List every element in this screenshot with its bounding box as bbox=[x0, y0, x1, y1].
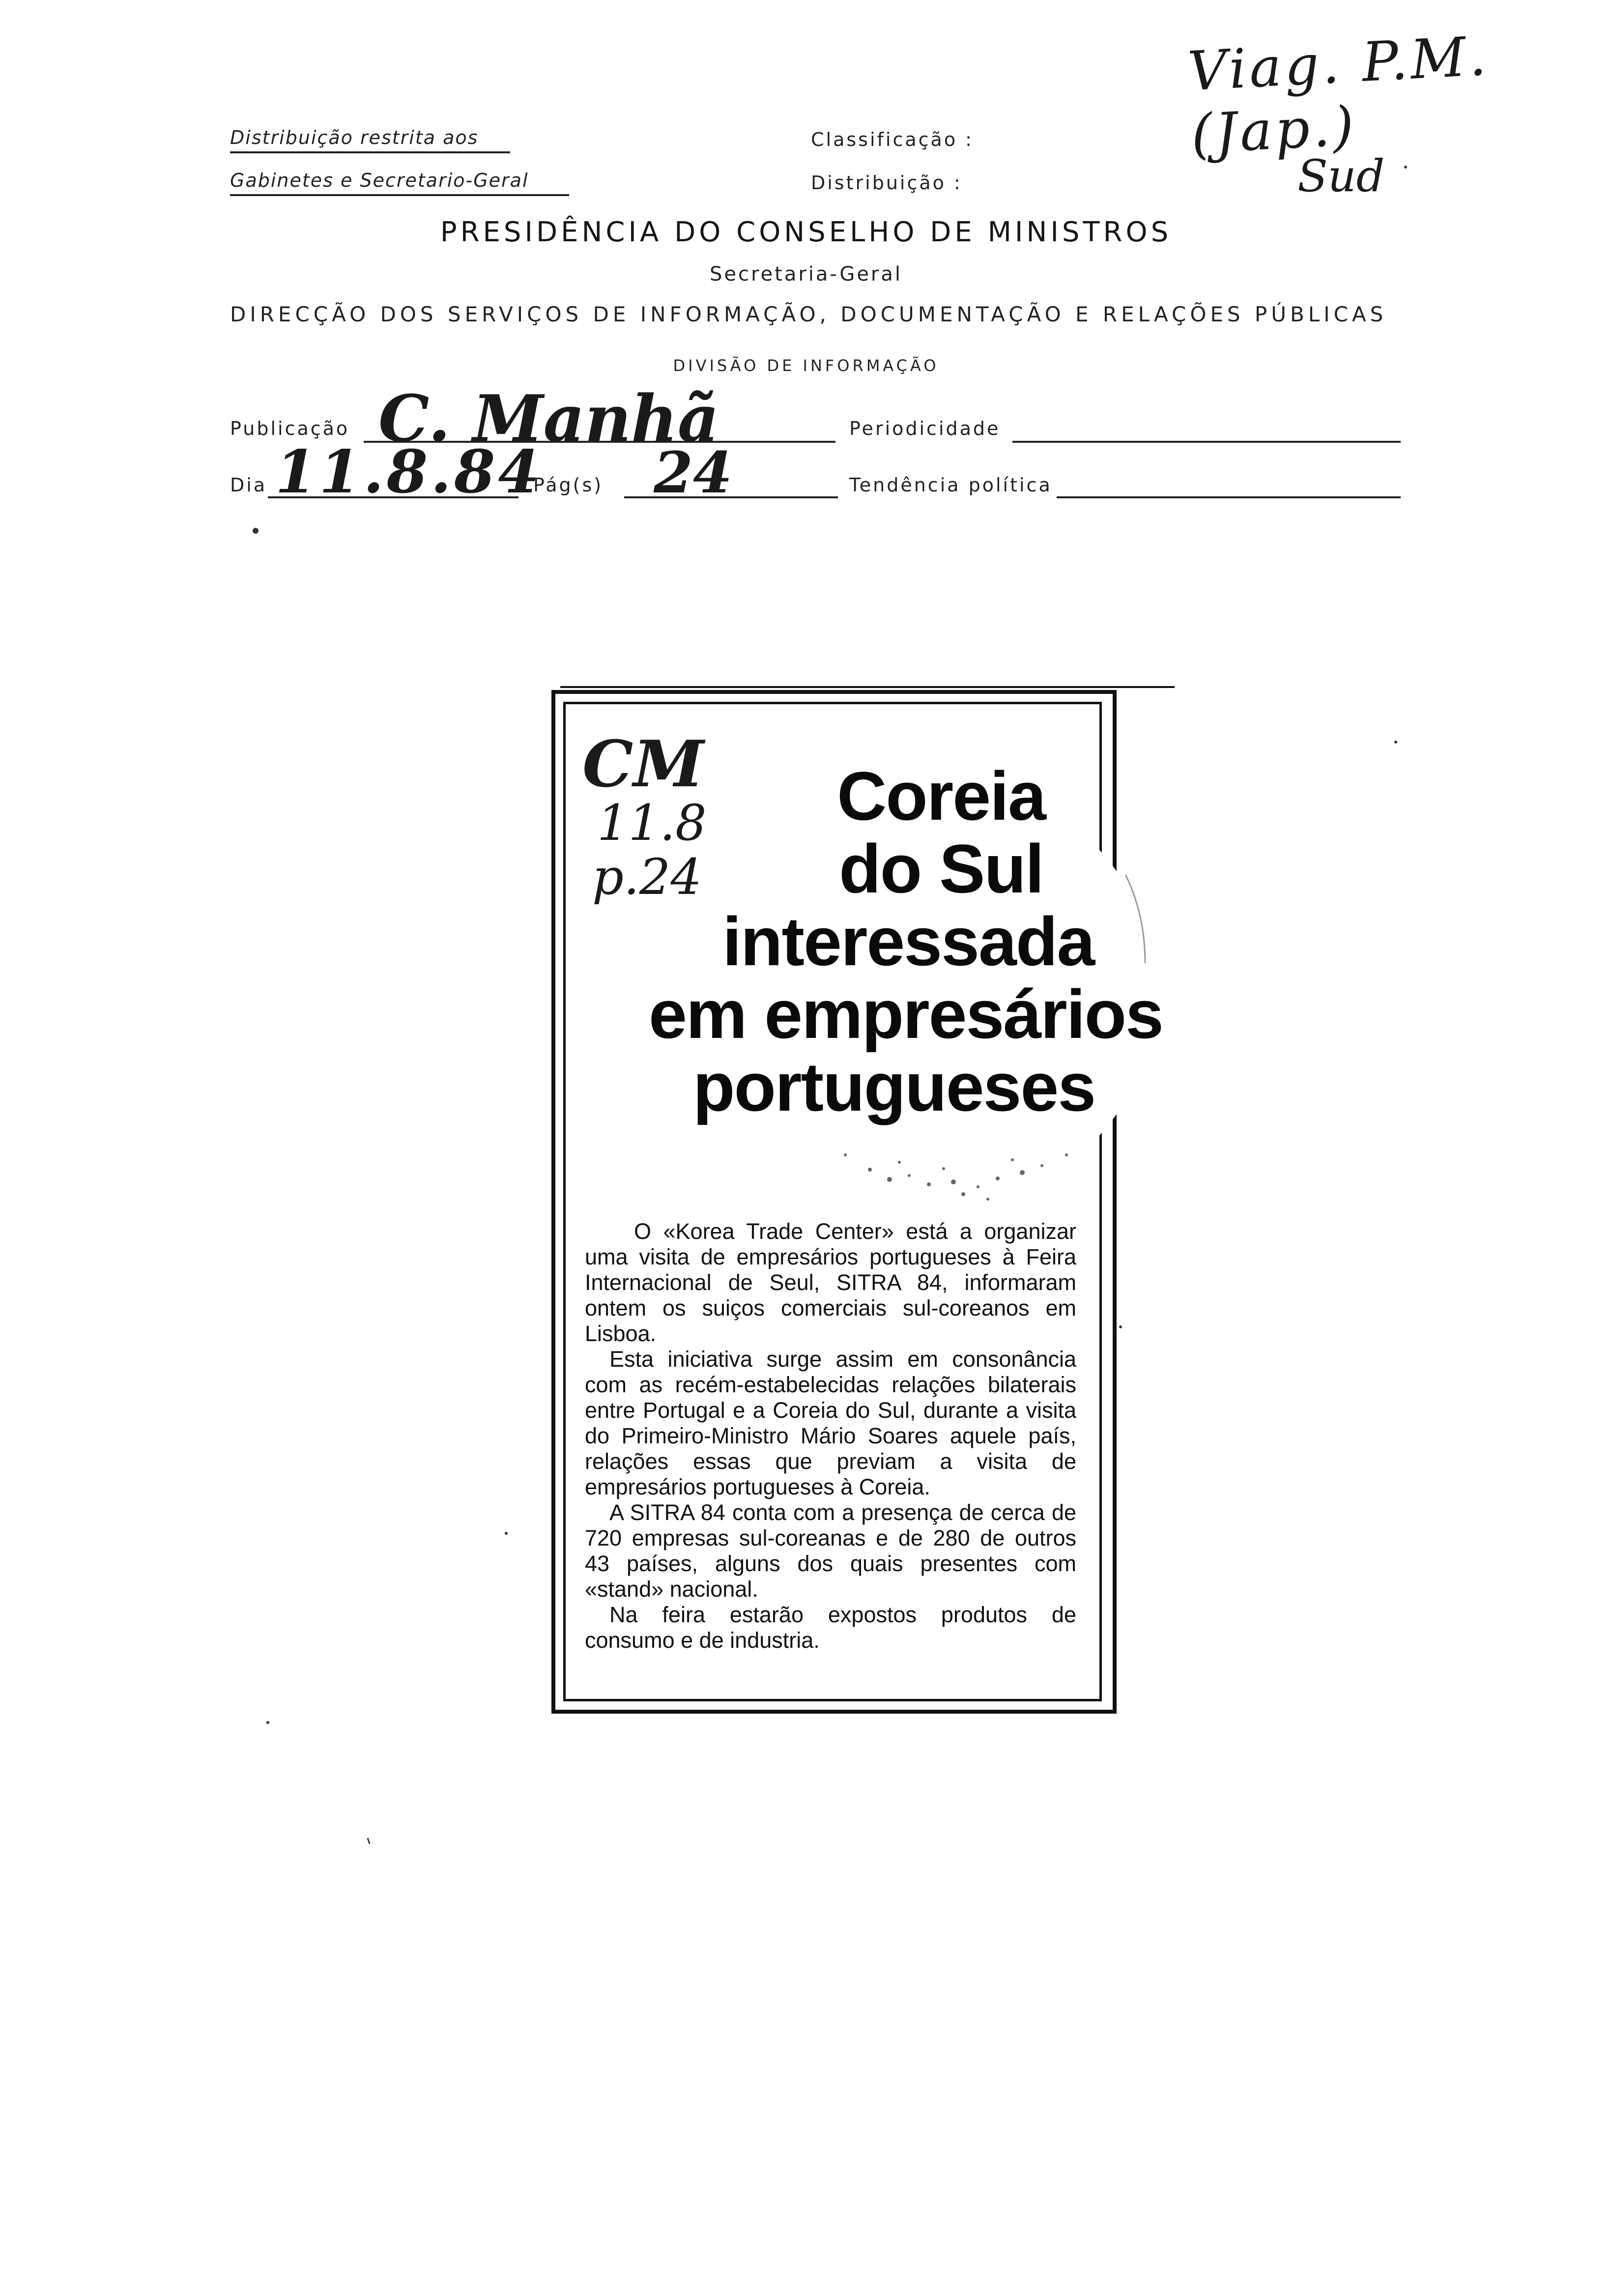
headline-line-2: do Sul bbox=[839, 830, 1043, 907]
publicacao-label: Publicação bbox=[230, 418, 350, 439]
article-paragraph-3: A SITRA 84 conta com a presença de cerca de 720 empresas sul-coreanas e de 280 de outros 43 países, alguns dos quais presentes com «stand» nacional. bbox=[585, 1500, 1076, 1602]
headline-line-5: portugueses bbox=[693, 1048, 1095, 1125]
pags-label: Pág(s) bbox=[533, 474, 604, 496]
tendencia-label: Tendência política bbox=[849, 474, 1052, 496]
pags-value: 24 bbox=[654, 440, 733, 506]
distribution-restricted-label: Distribuição restrita aos bbox=[230, 127, 510, 153]
dia-label: Dia bbox=[230, 474, 267, 496]
clipping-note-page: p.24 bbox=[592, 848, 702, 906]
headline-line-1: Coreia bbox=[837, 757, 1045, 834]
article-paragraph-4: Na feira estarão expostos produtos de consumo e de industria. bbox=[585, 1602, 1076, 1653]
direccao-line: DIRECÇÃO DOS SERVIÇOS DE INFORMAÇÃO, DOCUMENTAÇÃO E RELAÇÕES PÚBLICAS bbox=[230, 302, 1387, 326]
article-paragraph-2: Esta iniciativa surge assim em consonância com as recém-estabelecidas relações bilaterais entre Portugal e a Coreia do Sul, durante a visita do Primeiro-Ministro Mário Soares aquele país, relações essas que previam a visita de empresários portugueses à Coreia. bbox=[585, 1347, 1076, 1499]
headline-line-3: interessada bbox=[722, 903, 1094, 980]
org-subtitle: Secretaria-Geral bbox=[709, 263, 902, 286]
periodicidade-label: Periodicidade bbox=[849, 418, 1001, 439]
org-title: PRESIDÊNCIA DO CONSELHO DE MINISTROS bbox=[440, 216, 1172, 248]
distribuicao-label: Distribuição : bbox=[811, 172, 962, 194]
publicacao-value: C. Manhã bbox=[378, 381, 720, 456]
classificacao-label: Classificação : bbox=[811, 129, 974, 150]
headline-line-4: em empresários bbox=[649, 976, 1163, 1053]
clipping-note-source: CM bbox=[582, 726, 704, 802]
article-paragraph-1: O «Korea Trade Center» está a organizar uma visita de empresários portugueses à Feira Internacional de Seul, SITRA 84, informaram ontem os suiços comerciais sul-coreanos em Lisboa. bbox=[585, 1219, 1076, 1346]
distribution-cabinets-label: Gabinetes e Secretario-Geral bbox=[230, 170, 569, 196]
clipping-note-date: 11.8 bbox=[597, 794, 707, 852]
handwritten-annotation-line1: Viag. P.M. (Jap.) bbox=[1186, 24, 1491, 166]
handwritten-annotation-line2: Sud bbox=[1297, 150, 1385, 202]
dia-value: 11.8.84 bbox=[275, 437, 543, 507]
divisao-line: DIVISÃO DE INFORMAÇÃO bbox=[673, 356, 939, 375]
